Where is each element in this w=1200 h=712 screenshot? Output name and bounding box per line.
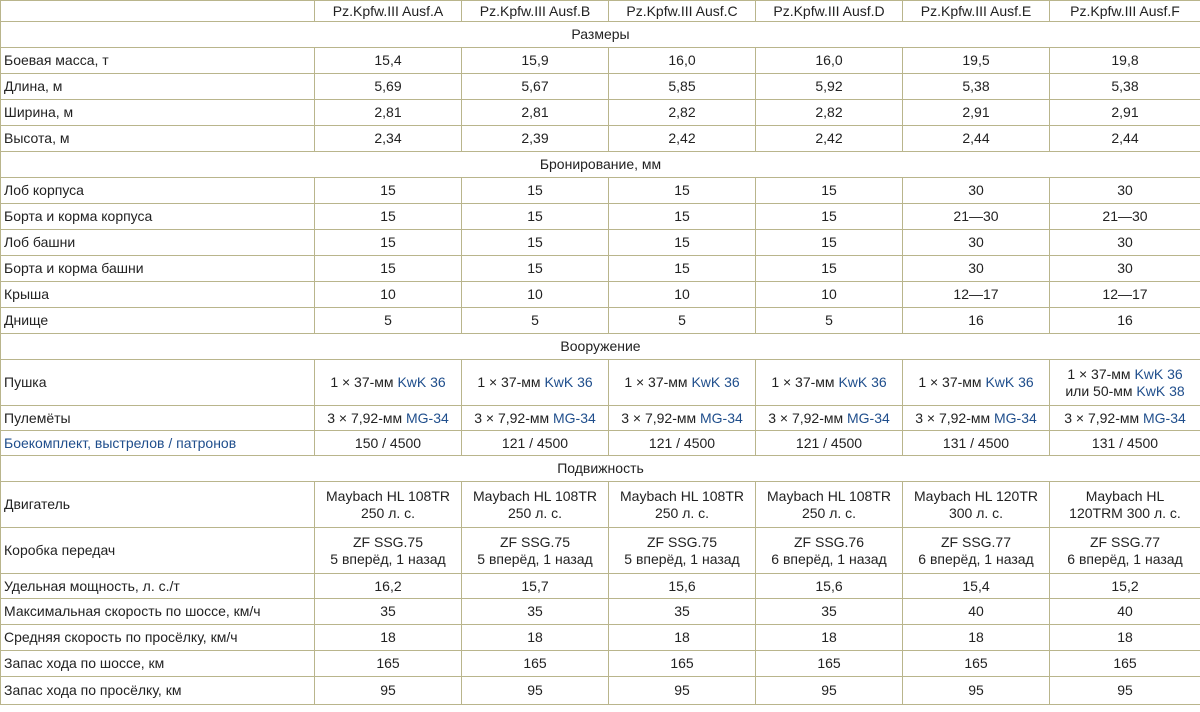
- cell-gearbox-6: [1050, 528, 1200, 574]
- engine-line2: 250 л. с.: [654, 504, 710, 521]
- cell-ammo-5: 131 / 4500: [903, 431, 1050, 456]
- row-label-height: Высота, м: [1, 126, 315, 152]
- gun-caliber-text: 1 × 37-мм: [624, 374, 692, 390]
- cell-avg_speed_offroad-3: 18: [609, 625, 756, 651]
- cell-roof-3: 10: [609, 282, 756, 308]
- row-width: [1, 100, 1200, 126]
- kwk38-link[interactable]: KwK 38: [1136, 382, 1185, 399]
- row-label-hull_front: Лоб корпуса: [1, 178, 315, 204]
- column-header-4: Pz.Kpfw.III Ausf.D: [756, 1, 903, 22]
- cell-bottom-2: 5: [462, 308, 609, 334]
- cell-height-5: 2,44: [903, 126, 1050, 152]
- cell-hull_sides-4: 15: [756, 204, 903, 230]
- gun-caliber-text: 1 × 37-мм: [918, 374, 986, 390]
- cell-hull_sides-2: 15: [462, 204, 609, 230]
- header-empty-cell: [1, 1, 315, 22]
- cell-bottom-4: 5: [756, 308, 903, 334]
- cell-range_road-3: 165: [609, 651, 756, 677]
- kwk36-link[interactable]: KwK 36: [985, 374, 1034, 390]
- engine-line2: 250 л. с.: [801, 504, 857, 521]
- row-label-range_road: Запас хода по шоссе, км: [1, 651, 315, 677]
- cell-range_offroad-1: 95: [315, 677, 462, 705]
- cell-mass-1: 15,4: [315, 48, 462, 74]
- cell-hull_front-6: 30: [1050, 178, 1200, 204]
- cell-length-6: 5,38: [1050, 74, 1200, 100]
- engine-line1: Maybach HL 108TR: [326, 487, 450, 504]
- cell-gun-1: [315, 360, 462, 406]
- gearbox-line1: ZF SSG.75: [646, 533, 718, 550]
- row-hull_front: [1, 178, 1200, 204]
- cell-height-6: 2,44: [1050, 126, 1200, 152]
- engine-line1: Maybach HL 108TR: [767, 487, 891, 504]
- row-label-range_offroad: Запас хода по просёлку, км: [1, 677, 315, 705]
- cell-bottom-5: 16: [903, 308, 1050, 334]
- cell-roof-2: 10: [462, 282, 609, 308]
- cell-bottom-6: 16: [1050, 308, 1200, 334]
- cell-range_offroad-5: 95: [903, 677, 1050, 705]
- cell-power_ratio-4: 15,6: [756, 574, 903, 599]
- cell-gearbox-3: [609, 528, 756, 574]
- section-dimensions: [1, 22, 1200, 48]
- cell-ammo-2: 121 / 4500: [462, 431, 609, 456]
- cell-height-2: 2,39: [462, 126, 609, 152]
- mg-caliber-text: 3 × 7,92-мм: [768, 409, 847, 426]
- gearbox-line1: ZF SSG.75: [352, 533, 424, 550]
- cell-gun-3: [609, 360, 756, 406]
- cell-length-5: 5,38: [903, 74, 1050, 100]
- mg34-link[interactable]: MG-34: [700, 409, 743, 426]
- cell-mg-5: [903, 406, 1050, 431]
- cell-turret_front-4: 15: [756, 230, 903, 256]
- gun-caliber-text: 1 × 37-мм: [330, 374, 398, 390]
- row-range_offroad: [1, 677, 1200, 705]
- gearbox-line2: 6 вперёд, 1 назад: [771, 550, 887, 567]
- cell-gun-2: [462, 360, 609, 406]
- row-label-turret_sides: Борта и корма башни: [1, 256, 315, 282]
- cell-turret_sides-3: 15: [609, 256, 756, 282]
- row-range_road: [1, 651, 1200, 677]
- cell-hull_sides-3: 15: [609, 204, 756, 230]
- row-mass: [1, 48, 1200, 74]
- cell-width-6: 2,91: [1050, 100, 1200, 126]
- row-label-length: Длина, м: [1, 74, 315, 100]
- row-label-power_ratio: Удельная мощность, л. с./т: [1, 574, 315, 599]
- gun-caliber-text: 1 × 37-мм: [1067, 365, 1135, 382]
- cell-roof-6: 12—17: [1050, 282, 1200, 308]
- row-label-max_speed_road: Максимальная скорость по шоссе, км/ч: [1, 599, 315, 625]
- cell-roof-1: 10: [315, 282, 462, 308]
- cell-range_offroad-4: 95: [756, 677, 903, 705]
- gun-caliber-text: 1 × 37-мм: [477, 374, 545, 390]
- row-label-hull_sides: Борта и корма корпуса: [1, 204, 315, 230]
- cell-ammo-3: 121 / 4500: [609, 431, 756, 456]
- cell-width-1: 2,81: [315, 100, 462, 126]
- cell-turret_front-5: 30: [903, 230, 1050, 256]
- cell-turret_front-1: 15: [315, 230, 462, 256]
- section-title-armament: Вооружение: [1, 334, 1200, 360]
- cell-engine-6: [1050, 482, 1200, 528]
- kwk36-link[interactable]: KwK 36: [1134, 365, 1183, 382]
- cell-max_speed_road-2: 35: [462, 599, 609, 625]
- cell-turret_sides-6: 30: [1050, 256, 1200, 282]
- cell-range_road-5: 165: [903, 651, 1050, 677]
- cell-engine-1: [315, 482, 462, 528]
- engine-line1: Maybach HL 108TR: [473, 487, 597, 504]
- cell-mass-4: 16,0: [756, 48, 903, 74]
- row-label-mg: Пулемёты: [1, 406, 315, 431]
- gearbox-line2: 5 вперёд, 1 назад: [330, 550, 446, 567]
- row-label-gearbox: Коробка передач: [1, 528, 315, 574]
- cell-range_offroad-3: 95: [609, 677, 756, 705]
- cell-avg_speed_offroad-1: 18: [315, 625, 462, 651]
- mg34-link[interactable]: MG-34: [406, 409, 449, 426]
- cell-engine-2: [462, 482, 609, 528]
- column-header-1: Pz.Kpfw.III Ausf.A: [315, 1, 462, 22]
- cell-turret_front-2: 15: [462, 230, 609, 256]
- engine-line2: 250 л. с.: [507, 504, 563, 521]
- row-mg: [1, 406, 1200, 431]
- cell-power_ratio-2: 15,7: [462, 574, 609, 599]
- cell-ammo-6: 131 / 4500: [1050, 431, 1200, 456]
- row-label-engine: Двигатель: [1, 482, 315, 528]
- gearbox-line2: 6 вперёд, 1 назад: [1067, 550, 1183, 567]
- mg34-link[interactable]: MG-34: [847, 409, 890, 426]
- row-ammo: [1, 431, 1200, 456]
- cell-power_ratio-5: 15,4: [903, 574, 1050, 599]
- cell-hull_sides-6: 21—30: [1050, 204, 1200, 230]
- cell-turret_sides-1: 15: [315, 256, 462, 282]
- cell-power_ratio-1: 16,2: [315, 574, 462, 599]
- cell-hull_front-2: 15: [462, 178, 609, 204]
- row-hull_sides: [1, 204, 1200, 230]
- mg-caliber-text: 3 × 7,92-мм: [621, 409, 700, 426]
- cell-ammo-1: 150 / 4500: [315, 431, 462, 456]
- cell-roof-4: 10: [756, 282, 903, 308]
- section-title-armor: Бронирование, мм: [1, 152, 1200, 178]
- cell-range_offroad-6: 95: [1050, 677, 1200, 705]
- cell-avg_speed_offroad-4: 18: [756, 625, 903, 651]
- gearbox-line1: ZF SSG.75: [499, 533, 571, 550]
- mg-caliber-text: 3 × 7,92-мм: [1064, 409, 1143, 426]
- cell-max_speed_road-1: 35: [315, 599, 462, 625]
- mg34-link[interactable]: MG-34: [994, 409, 1037, 426]
- kwk36-link[interactable]: KwK 36: [838, 374, 887, 390]
- row-length: [1, 74, 1200, 100]
- gun-caliber-text: 1 × 37-мм: [771, 374, 839, 390]
- cell-width-2: 2,81: [462, 100, 609, 126]
- cell-gearbox-2: [462, 528, 609, 574]
- cell-gearbox-1: [315, 528, 462, 574]
- engine-line2: 250 л. с.: [360, 504, 416, 521]
- row-label-width: Ширина, м: [1, 100, 315, 126]
- cell-turret_sides-2: 15: [462, 256, 609, 282]
- kwk36-link[interactable]: KwK 36: [691, 374, 740, 390]
- cell-power_ratio-3: 15,6: [609, 574, 756, 599]
- cell-mass-6: 19,8: [1050, 48, 1200, 74]
- kwk36-link[interactable]: KwK 36: [397, 374, 446, 390]
- cell-gearbox-4: [756, 528, 903, 574]
- cell-bottom-3: 5: [609, 308, 756, 334]
- engine-line1: Maybach HL: [1085, 487, 1165, 504]
- row-height: [1, 126, 1200, 152]
- row-label-ammo[interactable]: Боекомплект, выстрелов / патронов: [1, 431, 315, 456]
- engine-line2: 120TRM 300 л. с.: [1069, 504, 1181, 521]
- cell-gun-4: [756, 360, 903, 406]
- cell-hull_front-3: 15: [609, 178, 756, 204]
- cell-hull_sides-1: 15: [315, 204, 462, 230]
- gearbox-line1: ZF SSG.77: [1089, 533, 1161, 550]
- cell-mg-2: [462, 406, 609, 431]
- column-header-5: Pz.Kpfw.III Ausf.E: [903, 1, 1050, 22]
- cell-gearbox-5: [903, 528, 1050, 574]
- cell-turret_front-6: 30: [1050, 230, 1200, 256]
- row-avg_speed_offroad: [1, 625, 1200, 651]
- gearbox-line2: 6 вперёд, 1 назад: [918, 550, 1034, 567]
- cell-hull_front-4: 15: [756, 178, 903, 204]
- row-engine: [1, 482, 1200, 528]
- cell-gun-6: [1050, 360, 1200, 406]
- cell-turret_sides-4: 15: [756, 256, 903, 282]
- mg34-link[interactable]: MG-34: [553, 409, 596, 426]
- cell-range_road-4: 165: [756, 651, 903, 677]
- row-power_ratio: [1, 574, 1200, 599]
- row-label-turret_front: Лоб башни: [1, 230, 315, 256]
- kwk36-link[interactable]: KwK 36: [544, 374, 593, 390]
- column-header-2: Pz.Kpfw.III Ausf.B: [462, 1, 609, 22]
- cell-roof-5: 12—17: [903, 282, 1050, 308]
- cell-avg_speed_offroad-2: 18: [462, 625, 609, 651]
- cell-mass-5: 19,5: [903, 48, 1050, 74]
- cell-max_speed_road-4: 35: [756, 599, 903, 625]
- cell-mg-3: [609, 406, 756, 431]
- cell-width-3: 2,82: [609, 100, 756, 126]
- cell-gun-5: [903, 360, 1050, 406]
- gearbox-line2: 5 вперёд, 1 назад: [477, 550, 593, 567]
- gearbox-line1: ZF SSG.77: [940, 533, 1012, 550]
- section-armament: [1, 334, 1200, 360]
- row-roof: [1, 282, 1200, 308]
- cell-height-1: 2,34: [315, 126, 462, 152]
- cell-engine-5: [903, 482, 1050, 528]
- cell-width-5: 2,91: [903, 100, 1050, 126]
- cell-mass-3: 16,0: [609, 48, 756, 74]
- cell-ammo-4: 121 / 4500: [756, 431, 903, 456]
- mg-caliber-text: 3 × 7,92-мм: [915, 409, 994, 426]
- cell-avg_speed_offroad-6: 18: [1050, 625, 1200, 651]
- cell-range_road-2: 165: [462, 651, 609, 677]
- cell-mg-1: [315, 406, 462, 431]
- cell-max_speed_road-6: 40: [1050, 599, 1200, 625]
- row-turret_sides: [1, 256, 1200, 282]
- cell-length-2: 5,67: [462, 74, 609, 100]
- column-header-6: Pz.Kpfw.III Ausf.F: [1050, 1, 1200, 22]
- row-label-gun: Пушка: [1, 360, 315, 406]
- column-header-3: Pz.Kpfw.III Ausf.C: [609, 1, 756, 22]
- section-mobility: [1, 456, 1200, 482]
- section-title-mobility: Подвижность: [1, 456, 1200, 482]
- cell-avg_speed_offroad-5: 18: [903, 625, 1050, 651]
- cell-hull_front-1: 15: [315, 178, 462, 204]
- cell-range_road-1: 165: [315, 651, 462, 677]
- row-gun: [1, 360, 1200, 406]
- cell-mass-2: 15,9: [462, 48, 609, 74]
- mg-caliber-text: 3 × 7,92-мм: [474, 409, 553, 426]
- cell-width-4: 2,82: [756, 100, 903, 126]
- cell-length-4: 5,92: [756, 74, 903, 100]
- engine-line2: 300 л. с.: [948, 504, 1004, 521]
- cell-length-3: 5,85: [609, 74, 756, 100]
- row-turret_front: [1, 230, 1200, 256]
- cell-max_speed_road-3: 35: [609, 599, 756, 625]
- row-label-bottom: Днище: [1, 308, 315, 334]
- mg34-link[interactable]: MG-34: [1143, 409, 1186, 426]
- section-armor: [1, 152, 1200, 178]
- cell-length-1: 5,69: [315, 74, 462, 100]
- row-gearbox: [1, 528, 1200, 574]
- gearbox-line1: ZF SSG.76: [793, 533, 865, 550]
- section-title-dimensions: Размеры: [1, 22, 1200, 48]
- row-label-roof: Крыша: [1, 282, 315, 308]
- cell-engine-3: [609, 482, 756, 528]
- cell-bottom-1: 5: [315, 308, 462, 334]
- cell-hull_sides-5: 21—30: [903, 204, 1050, 230]
- cell-hull_front-5: 30: [903, 178, 1050, 204]
- row-label-avg_speed_offroad: Средняя скорость по просёлку, км/ч: [1, 625, 315, 651]
- header-row: [1, 1, 1200, 22]
- row-label-mass: Боевая масса, т: [1, 48, 315, 74]
- cell-power_ratio-6: 15,2: [1050, 574, 1200, 599]
- cell-engine-4: [756, 482, 903, 528]
- cell-height-3: 2,42: [609, 126, 756, 152]
- gearbox-line2: 5 вперёд, 1 назад: [624, 550, 740, 567]
- cell-range_offroad-2: 95: [462, 677, 609, 705]
- row-bottom: [1, 308, 1200, 334]
- cell-mg-4: [756, 406, 903, 431]
- engine-line1: Maybach HL 120TR: [914, 487, 1038, 504]
- cell-turret_front-3: 15: [609, 230, 756, 256]
- gun-alt-caliber-text: или 50-мм: [1065, 382, 1137, 399]
- cell-max_speed_road-5: 40: [903, 599, 1050, 625]
- cell-range_road-6: 165: [1050, 651, 1200, 677]
- cell-turret_sides-5: 30: [903, 256, 1050, 282]
- mg-caliber-text: 3 × 7,92-мм: [327, 409, 406, 426]
- cell-height-4: 2,42: [756, 126, 903, 152]
- row-max_speed_road: [1, 599, 1200, 625]
- cell-mg-6: [1050, 406, 1200, 431]
- engine-line1: Maybach HL 108TR: [620, 487, 744, 504]
